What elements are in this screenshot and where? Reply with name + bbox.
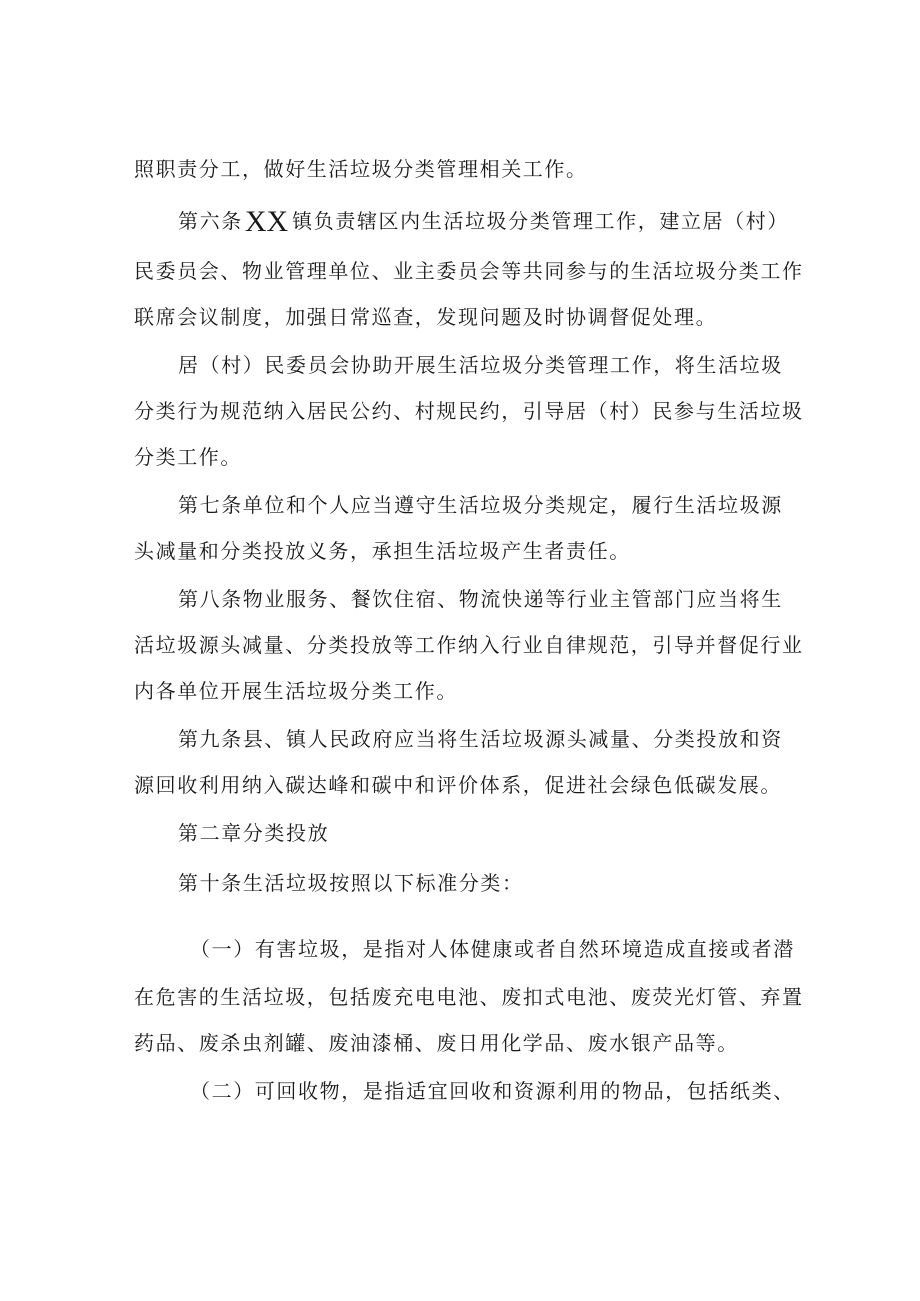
text-line: 第八条物业服务、餐饮住宿、物流快递等行业主管部门应当将生	[178, 587, 783, 611]
text-line: 头减量和分类投放义务，承担生活垃圾产生者责任。	[134, 539, 631, 563]
list-item-line: （一）有害垃圾，是指对人体健康或者自然环境造成直接或者潜	[190, 937, 795, 961]
list-item-line: （二）可回收物，是指适宜回收和资源利用的物品，包括纸类、	[190, 1079, 795, 1103]
text-line: 第九条县、镇人民政府应当将生活垃圾源头减量、分类投放和资	[178, 727, 783, 751]
text-line: 照职责分工，做好生活垃圾分类管理相关工作。	[134, 157, 588, 181]
text-line: 分类工作。	[134, 445, 242, 469]
text-line: 分类行为规范纳入居民公约、村规民约，引导居（村）民参与生活垃圾	[134, 399, 804, 423]
article-6-prefix: 第六条	[178, 209, 243, 233]
text-line: 联席会议制度，加强日常巡查，发现问题及时协调督促处理。	[134, 305, 718, 329]
text-line: 居（村）民委员会协助开展生活垃圾分类管理工作，将生活垃圾	[178, 353, 783, 377]
text-line: 活垃圾源头减量、分类投放等工作纳入行业自律规范，引导并督促行业	[134, 633, 804, 657]
article-6-line	[178, 207, 789, 236]
text-line: 民委员会、物业管理单位、业主委员会等共同参与的生活垃圾分类工作	[134, 259, 804, 283]
chapter-heading: 第二章分类投放	[178, 821, 330, 845]
text-line: 内各单位开展生活垃圾分类工作。	[134, 679, 458, 703]
article-6-text: 镇负责辖区内生活垃圾分类管理工作，建立居（村）	[292, 209, 789, 233]
town-placeholder: XX	[244, 205, 289, 238]
text-line: 在危害的生活垃圾，包括废充电电池、废扣式电池、废荧光灯管、弃置	[134, 985, 804, 1009]
text-line: 源回收利用纳入碳达峰和碳中和评价体系，促进社会绿色低碳发展。	[134, 773, 782, 797]
text-line: 第七条单位和个人应当遵守生活垃圾分类规定，履行生活垃圾源	[178, 493, 783, 517]
text-line: 第十条生活垃圾按照以下标准分类：	[178, 871, 524, 895]
text-line: 药品、废杀虫剂罐、废油漆桶、废日用化学品、废水银产品等。	[134, 1031, 739, 1055]
